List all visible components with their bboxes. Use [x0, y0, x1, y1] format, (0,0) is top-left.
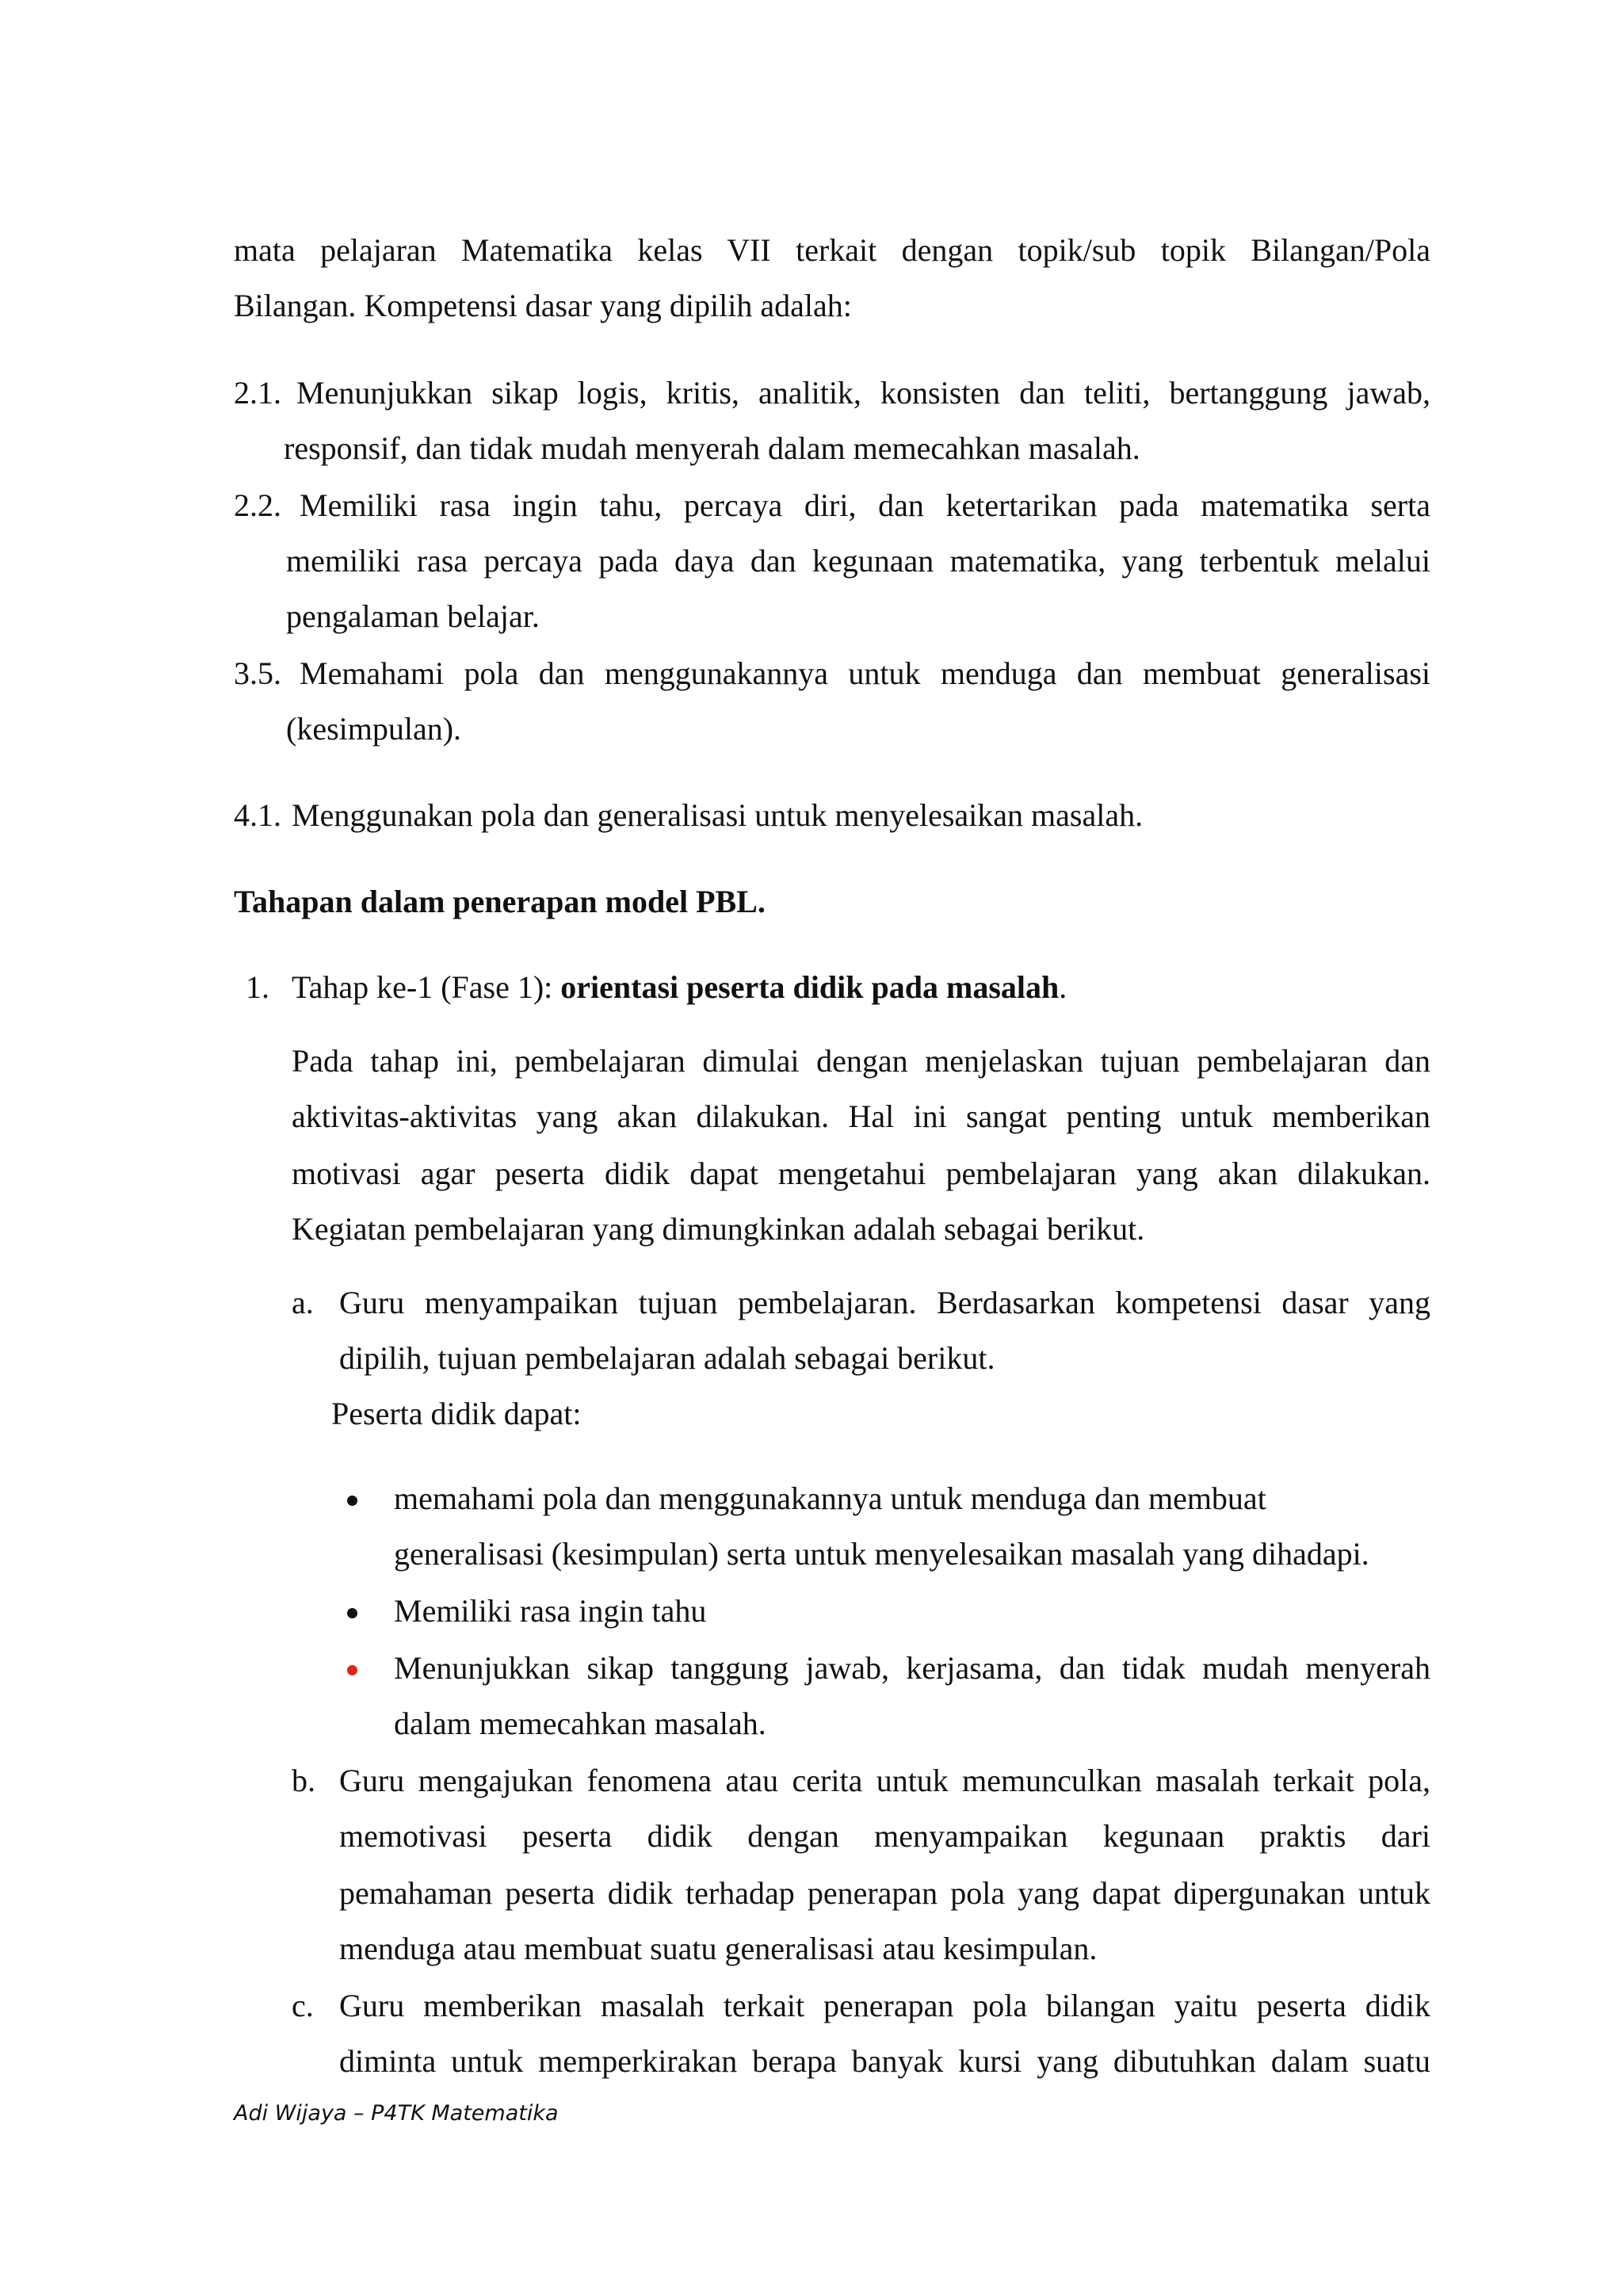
- item-text: memotivasi peserta didik dengan menyampaikan kegunaan praktis dari: [339, 1818, 1430, 1854]
- kd-number: 2.2.: [234, 487, 281, 523]
- kd-text-cont: pengalaman belajar.: [286, 598, 540, 634]
- bullet-icon: [347, 1496, 357, 1506]
- item-text: Guru memberikan masalah terkait penerapan pola bilangan yaitu peserta didik: [339, 1988, 1430, 2023]
- item-text: Guru mengajukan fenomena atau cerita untuk memunculkan masalah terkait pola,: [339, 1763, 1430, 1798]
- item-label: b.: [292, 1763, 315, 1798]
- step-title-suffix: .: [1059, 969, 1067, 1005]
- section-heading: Tahapan dalam penerapan model PBL.: [234, 884, 766, 919]
- step-title-prefix: Tahap ke-1 (Fase 1):: [292, 969, 561, 1005]
- kd-number: 3.5.: [234, 655, 281, 691]
- step-para-line: Kegiatan pembelajaran yang dimungkinkan adalah sebagai berikut.: [292, 1211, 1145, 1247]
- item-text: Guru menyampaikan tujuan pembelajaran. Berdasarkan kompetensi dasar yang: [339, 1285, 1430, 1320]
- step-title-bold: orientasi peserta didik pada masalah: [560, 969, 1060, 1005]
- bullet-text: Menunjukkan sikap tanggung jawab, kerjasama, dan tidak mudah menyerah: [394, 1650, 1430, 1686]
- item-subtext: Peserta didik dapat:: [331, 1396, 582, 1431]
- kd-text-cont: (kesimpulan).: [286, 711, 462, 747]
- bullet-icon: [347, 1665, 357, 1675]
- item-text: menduga atau membuat suatu generalisasi atau kesimpulan.: [339, 1931, 1098, 1966]
- item-text: pemahaman peserta didik terhadap penerapan pola yang dapat dipergunakan untuk: [339, 1875, 1430, 1911]
- page-footer: Adi Wijaya – P4TK Matematika: [234, 2101, 559, 2126]
- bullet-text: generalisasi (kesimpulan) serta untuk menyelesaikan masalah yang dihadapi.: [394, 1536, 1369, 1572]
- kd-text-cont: responsif, dan tidak mudah menyerah dalam memecahkan masalah.: [284, 430, 1140, 466]
- kd-text: Memahami pola dan menggunakannya untuk menduga dan membuat generalisasi: [300, 655, 1430, 691]
- kd-text: Menggunakan pola dan generalisasi untuk menyelesaikan masalah.: [292, 797, 1144, 833]
- step-para-line: Pada tahap ini, pembelajaran dimulai dengan menjelaskan tujuan pembelajaran dan: [292, 1043, 1430, 1079]
- bullet-text: dalam memecahkan masalah.: [394, 1706, 766, 1741]
- kd-number: 4.1.: [234, 797, 281, 833]
- kd-text: Memiliki rasa ingin tahu, percaya diri, dan ketertarikan pada matematika serta: [300, 487, 1430, 523]
- bullet-text: Memiliki rasa ingin tahu: [394, 1593, 707, 1629]
- step-number: 1.: [246, 969, 269, 1005]
- intro-line-2: Bilangan. Kompetensi dasar yang dipilih adalah:: [234, 288, 852, 323]
- step-para-line: motivasi agar peserta didik dapat mengetahui pembelajaran yang akan dilakukan.: [292, 1156, 1430, 1191]
- item-text: diminta untuk memperkirakan berapa banyak kursi yang dibutuhkan dalam suatu: [339, 2043, 1430, 2079]
- step-title: [292, 968, 1067, 1006]
- kd-number: 2.1.: [234, 375, 281, 411]
- item-text: dipilih, tujuan pembelajaran adalah sebagai berikut.: [339, 1340, 995, 1376]
- kd-text: Menunjukkan sikap logis, kritis, analitik, konsisten dan teliti, bertanggung jawab,: [296, 375, 1430, 411]
- kd-text-cont: memiliki rasa percaya pada daya dan kegunaan matematika, yang terbentuk melalui: [286, 543, 1430, 579]
- bullet-text: memahami pola dan menggunakannya untuk menduga dan membuat: [394, 1480, 1266, 1516]
- item-label: c.: [292, 1988, 314, 2023]
- bullet-icon: [347, 1608, 357, 1618]
- item-label: a.: [292, 1285, 314, 1320]
- intro-line-1: mata pelajaran Matematika kelas VII terkait dengan topik/sub topik Bilangan/Pola: [234, 232, 1430, 268]
- step-para-line: aktivitas-aktivitas yang akan dilakukan. Hal ini sangat penting untuk memberikan: [292, 1098, 1430, 1134]
